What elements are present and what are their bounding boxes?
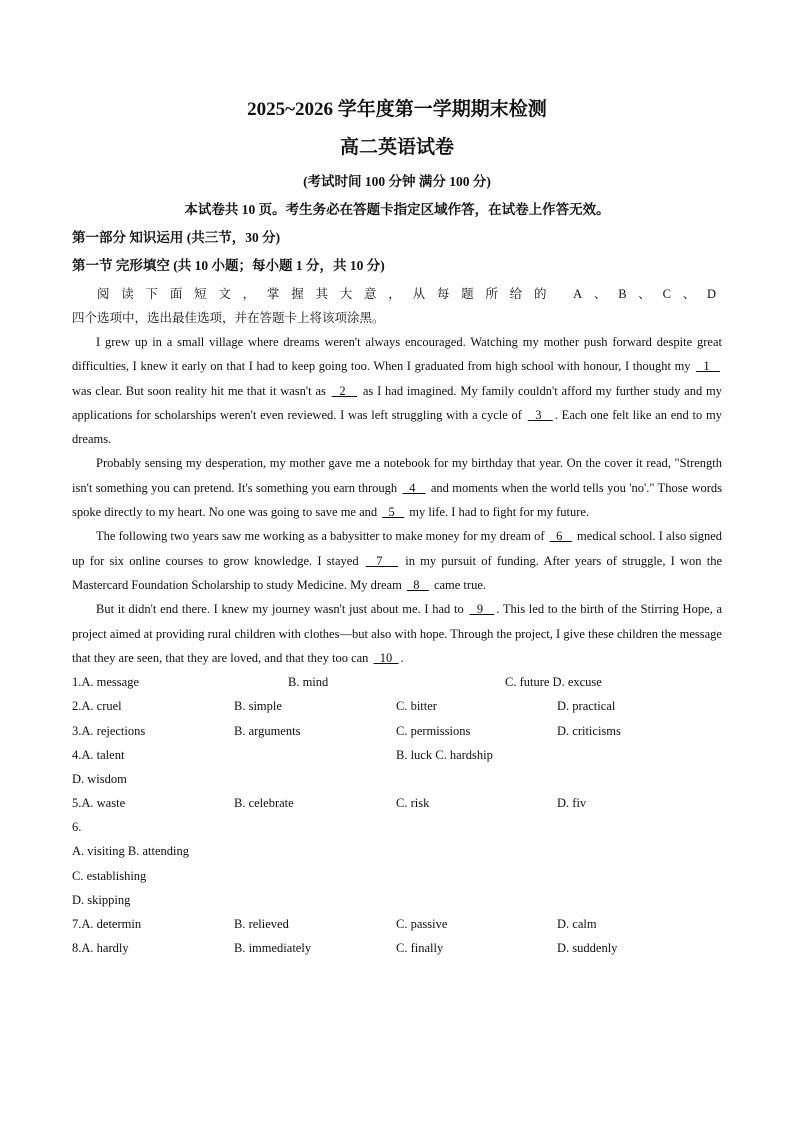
exam-time-info: (考试时间 100 分钟 满分 100 分) [303, 174, 491, 189]
option-2b: B. simple [234, 699, 282, 714]
paragraph-text: . [400, 650, 404, 665]
blank-1: 1 [696, 359, 720, 374]
passage-paragraph-1 [72, 330, 722, 451]
option-2c: C. bitter [396, 699, 437, 714]
option-7d: D. calm [557, 917, 597, 932]
blank-10: 10 [373, 650, 399, 665]
question-1-options [72, 670, 722, 694]
option-4a: 4.A. talent [72, 747, 125, 762]
paragraph-text: Probably sensing my desperation, my mother gave me a notebook for my birthday that year. On the cover it read, "Strength isn't something you can pretend. It's something you earn through [72, 456, 722, 495]
blank-4: 4 [402, 480, 426, 495]
option-3b: B. arguments [234, 723, 301, 738]
section1-heading: 第一节 完形填空 (共 10 小题；每小题 1 分，共 10 分) [72, 258, 385, 273]
option-7a: 7.A. determin [72, 917, 142, 932]
question-6-number: 6. [72, 820, 82, 835]
instruction-line1: 阅读下面短文，掌握其大意，从每题所给的 A、B、C、D [97, 287, 722, 301]
instruction-line2: 四个选项中，选出最佳选项，并在答题卡上将该项涂黑。 [72, 311, 385, 325]
blank-7: 7 [365, 553, 399, 568]
option-8a: 8.A. hardly [72, 941, 129, 956]
blank-8: 8 [406, 577, 429, 592]
question-5-options [72, 791, 722, 815]
paragraph-text: medical school. I also signed up for six online courses to grow knowledge. I stayed [72, 529, 723, 568]
option-6d: D. skipping [72, 892, 131, 907]
exam-page [72, 96, 722, 960]
blank-3: 3 [527, 407, 553, 422]
question-7-options [72, 912, 722, 936]
blank-9: 9 [469, 602, 495, 617]
option-1b: B. mind [288, 675, 329, 690]
option-1a: 1.A. message [72, 675, 139, 690]
option-2d: D. practical [557, 699, 616, 714]
option-5a: 5.A. waste [72, 796, 126, 811]
passage-paragraph-4 [72, 597, 722, 670]
paragraph-text: . This led to the birth of the Stirring Hope, a project aimed at providing rural children with clothes—but also with hope. Through the project, I give these children the message that they are seen, that they are loved, and that they too can [72, 602, 722, 665]
option-8c: C. finally [396, 941, 444, 956]
option-5b: B. celebrate [234, 796, 294, 811]
passage-paragraph-2 [72, 451, 722, 524]
paragraph-text: . Each one felt like an end to my dreams. [72, 407, 722, 447]
paragraph-text: I grew up in a small village where dreams weren't always encouraged. Watching my mother push forward despite great difficulties, I knew it early on that I had to keep going too. When I graduated from high school with honour, I thought my [72, 335, 722, 374]
subject-title: 高二英语试卷 [339, 137, 454, 158]
option-1cd: C. future D. excuse [505, 675, 602, 690]
passage-paragraph-3 [72, 524, 722, 597]
paragraph-text: But it didn't end there. I knew my journey wasn't just about me. I had to [96, 602, 468, 617]
paragraph-text: was clear. But soon reality hit me that it wasn't as [72, 383, 330, 398]
part1-heading: 第一部分 知识运用 (共三节，30 分) [72, 230, 281, 245]
question-4-options [72, 743, 722, 767]
option-3d: D. criticisms [557, 723, 621, 738]
option-7c: C. passive [396, 917, 448, 932]
spacer [234, 743, 396, 767]
option-8b: B. immediately [234, 941, 312, 956]
paragraph-text: as I had imagined. My family couldn't afford my further study and my applications for scholarships weren't even reviewed. I was left struggling with a cycle of [72, 383, 723, 422]
option-7b: B. relieved [234, 917, 289, 932]
paragraph-text: in my pursuit of funding. After years of struggle, I won the Mastercard Foundation Scholarship to study Medicine. My dream [72, 553, 723, 592]
option-6c: C. establishing [72, 868, 147, 883]
paragraph-text: and moments when the world tells you 'no'." Those words spoke directly to my heart. No one was going to save me and [72, 480, 722, 520]
option-5c: C. risk [396, 796, 430, 811]
paragraph-text: my life. I had to fight for my future. [406, 505, 590, 520]
question-8-options [72, 936, 722, 960]
paragraph-text: came true. [430, 577, 486, 592]
option-4d: D. wisdom [72, 771, 127, 786]
option-4bc: B. luck C. hardship [396, 747, 493, 762]
blank-2: 2 [331, 383, 358, 398]
blank-5: 5 [382, 505, 405, 520]
option-8d: D. suddenly [557, 941, 618, 956]
option-5d: D. fiv [557, 796, 587, 811]
question-2-options [72, 694, 722, 718]
exam-notice: 本试卷共 10 页。考生务必在答题卡指定区域作答，在试卷上作答无效。 [184, 202, 610, 217]
option-3a: 3.A. rejections [72, 723, 146, 738]
blank-6: 6 [549, 529, 572, 544]
options-list [72, 670, 722, 960]
exam-title: 2025~2026 学年度第一学期期末检测 [247, 99, 547, 120]
option-2a: 2.A. cruel [72, 699, 122, 714]
paragraph-text: The following two years saw me working as a babysitter to make money for my dream of [96, 529, 548, 544]
option-3c: C. permissions [396, 723, 471, 738]
option-6ab: A. visiting B. attending [72, 844, 190, 859]
question-3-options [72, 719, 722, 743]
